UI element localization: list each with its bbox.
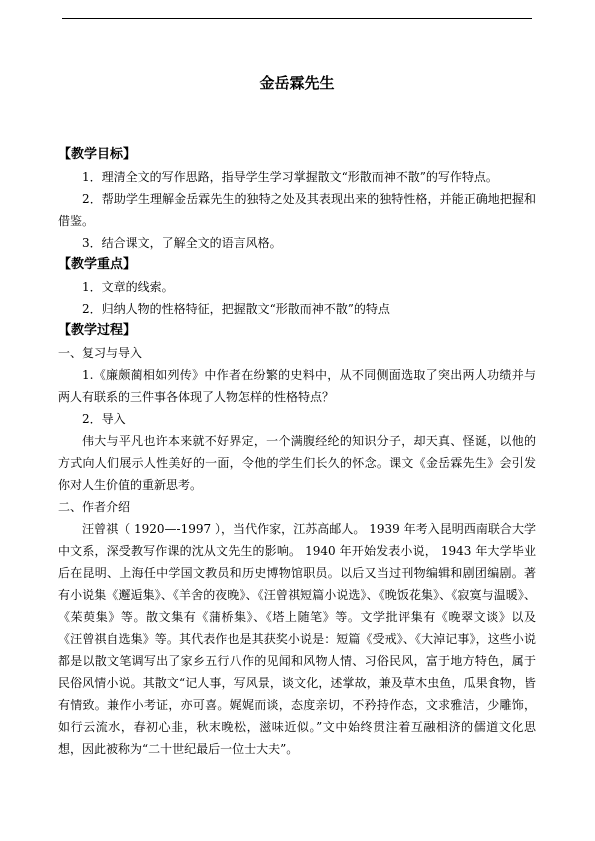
process-heading: 【教学过程】 <box>58 323 137 338</box>
keypoint-item: 2．归纳人物的性格特征，把握散文“形散而神不散”的特点 <box>82 302 390 316</box>
objective-item: 1．理清全文的写作思路，指导学生学习掌握散文“形散而神不散”的写作特点。 <box>82 170 498 184</box>
keypoint-item: 1．文章的线索。 <box>82 280 174 294</box>
author-bio: 汪曾祺（ 1920—-1997 ），当代作家，江苏高邮人。 1939 年考入昆明西南联合大学中文系，深受教写作课的沈从文先生的影响。 1940 年开始发表小说， 1943 年大学毕业后在昆明、上海任中学国文教员和历史博物馆职员。以后又当过刊物编辑和剧团编剧。著有小说集《邂逅集》、《羊舍的夜晚》、《汪曾祺短篇小说选》、《晚饭花集》、《寂寞与温暖》、《茱萸集》等。散文集有《蒲桥集》、《塔上随笔》等。文学批评集有《晚翠文谈》以及《汪曾祺自选集》等。其代表作也是其获奖小说是：短篇《受戒》、《大淖记事》，这些小说都是以散文笔调写出了家乡五行八作的见闻和风物人情、习俗民风，富于地方特色，属于民俗风情小说。其散文“记人事，写风景，谈文化，述掌故，兼及草木虫鱼，瓜果食物，皆有情致。兼作小考证，亦可喜。娓娓而谈，态度亲切，不矜持作态，文求雅洁，少雕饰，如行云流水，春初心韭，秋末晚松，滋味近似。”文中始终贯注着互融相济的儒道文化思想，因此被称为“二十世纪最后一位士大夫”。 <box>58 522 536 756</box>
author-heading: 二、作者介绍 <box>58 500 131 514</box>
review-intro-heading: 一、复习与导入 <box>58 346 143 360</box>
keypoints-heading: 【教学重点】 <box>58 257 137 272</box>
objective-item: 3．结合课文，了解全文的语言风格。 <box>82 236 282 250</box>
objective-item: 2．帮助学生理解金岳霖先生的独特之处及其表现出来的独特性格，并能正确地把握和借鉴。 <box>58 192 536 228</box>
header-rule <box>62 18 532 19</box>
page-title: 金岳霖先生 <box>259 74 335 92</box>
objectives-heading: 【教学目标】 <box>58 147 137 162</box>
intro-label: 2．导入 <box>82 412 126 426</box>
intro-paragraph: 伟大与平凡也许本来就不好界定，一个满腹经纶的知识分子，却天真、怪诞，以他的方式向人们展示人性美好的一面，令他的学生们长久的怀念。课文《金岳霖先生》会引发你对人生价值的重新思考。 <box>58 434 536 492</box>
review-question: 1.《廉颇蔺相如列传》中作者在纷繁的史料中，从不同侧面选取了突出两人功绩并与两人有联系的三件事各体现了人物怎样的性格特点？ <box>58 368 536 404</box>
document-body <box>58 70 536 760</box>
